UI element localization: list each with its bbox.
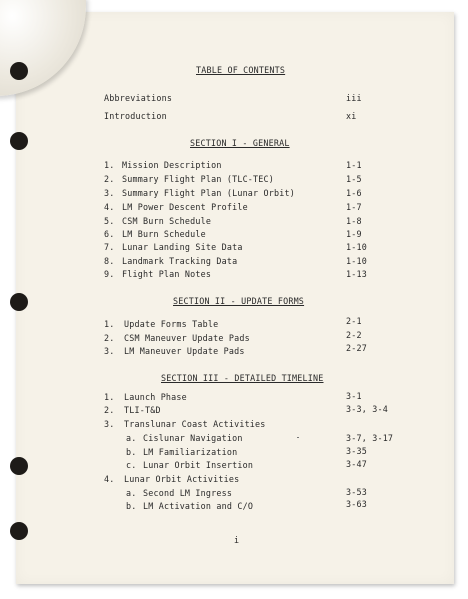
entry-page: 1-9	[346, 229, 362, 239]
entry-label: Mission Description	[122, 160, 222, 170]
entry-letter: b.	[126, 447, 137, 457]
entry-number: 1.	[104, 160, 115, 170]
entry-page: 1-13	[346, 269, 367, 279]
page-number: i	[234, 535, 240, 545]
entry-number: 2.	[104, 405, 115, 415]
front-entry-page: iii	[346, 93, 362, 103]
binder-hole	[10, 457, 28, 475]
entry-number: 2.	[104, 174, 115, 184]
entry-number: 6.	[104, 229, 115, 239]
entry-number: 3.	[104, 346, 115, 356]
entry-label: LM Burn Schedule	[122, 229, 206, 239]
entry-label: Lunar Orbit Activities	[124, 474, 240, 484]
entry-label: Flight Plan Notes	[122, 269, 212, 279]
entry-label: Summary Flight Plan (TLC-TEC)	[122, 174, 275, 184]
entry-page: 3-47	[346, 459, 367, 469]
entry-page: 1-6	[346, 188, 362, 198]
entry-number: 7.	[104, 242, 115, 252]
entry-page: 1-8	[346, 216, 362, 226]
entry-page: 3-7, 3-17	[346, 433, 394, 443]
front-entry-label: Introduction	[104, 111, 167, 121]
entry-label: Summary Flight Plan (Lunar Orbit)	[122, 188, 295, 198]
entry-page: 3-3, 3-4	[346, 404, 388, 414]
entry-label: CSM Maneuver Update Pads	[124, 333, 250, 343]
entry-label: LM Power Descent Profile	[122, 202, 248, 212]
entry-page: 3-53	[346, 487, 367, 497]
entry-page: 1-5	[346, 174, 362, 184]
toc-title: TABLE OF CONTENTS	[196, 65, 286, 75]
entry-number: 4.	[104, 474, 115, 484]
section-heading: SECTION II - UPDATE FORMS	[173, 296, 305, 306]
entry-page: 1-1	[346, 160, 362, 170]
entry-label: Landmark Tracking Data	[122, 256, 238, 266]
entry-letter: a.	[126, 488, 137, 498]
entry-label: LM Familiarization	[143, 447, 238, 457]
entry-number: 9.	[104, 269, 115, 279]
entry-number: 3.	[104, 419, 115, 429]
entry-label: Translunar Coast Activities	[124, 419, 266, 429]
entry-page: 2-2	[346, 330, 362, 340]
entry-number: 2.	[104, 333, 115, 343]
entry-label: CSM Burn Schedule	[122, 216, 212, 226]
entry-page: 1-10	[346, 256, 367, 266]
entry-page: 3-35	[346, 446, 367, 456]
entry-number: 4.	[104, 202, 115, 212]
entry-page: 3-63	[346, 499, 367, 509]
binder-hole	[10, 293, 28, 311]
entry-label: LM Maneuver Update Pads	[124, 346, 245, 356]
entry-label: TLI-T&D	[124, 405, 161, 415]
entry-page: 2-27	[346, 343, 367, 353]
entry-number: 8.	[104, 256, 115, 266]
entry-number: 5.	[104, 216, 115, 226]
entry-label: Second LM Ingress	[143, 488, 233, 498]
binder-hole	[10, 62, 28, 80]
entry-label: Launch Phase	[124, 392, 187, 402]
entry-label: Lunar Landing Site Data	[122, 242, 243, 252]
entry-number: 1.	[104, 392, 115, 402]
entry-page: 1-10	[346, 242, 367, 252]
entry-page: 3-1	[346, 391, 362, 401]
entry-letter: a.	[126, 433, 137, 443]
binder-hole	[10, 522, 28, 540]
binder-hole	[10, 132, 28, 150]
front-entry-label: Abbreviations	[104, 93, 173, 103]
entry-page: 2-1	[346, 316, 362, 326]
entry-number: 1.	[104, 319, 115, 329]
entry-label: Update Forms Table	[124, 319, 219, 329]
entry-label: LM Activation and C/O	[143, 501, 254, 511]
entry-label: Cislunar Navigation	[143, 433, 243, 443]
entry-letter: b.	[126, 501, 137, 511]
section-heading: SECTION III - DETAILED TIMELINE	[161, 373, 324, 383]
paper-speck	[297, 437, 299, 438]
entry-letter: c.	[126, 460, 137, 470]
entry-number: 3.	[104, 188, 115, 198]
entry-page: 1-7	[346, 202, 362, 212]
section-heading: SECTION I - GENERAL	[190, 138, 290, 148]
front-entry-page: xi	[346, 111, 357, 121]
entry-label: Lunar Orbit Insertion	[143, 460, 254, 470]
